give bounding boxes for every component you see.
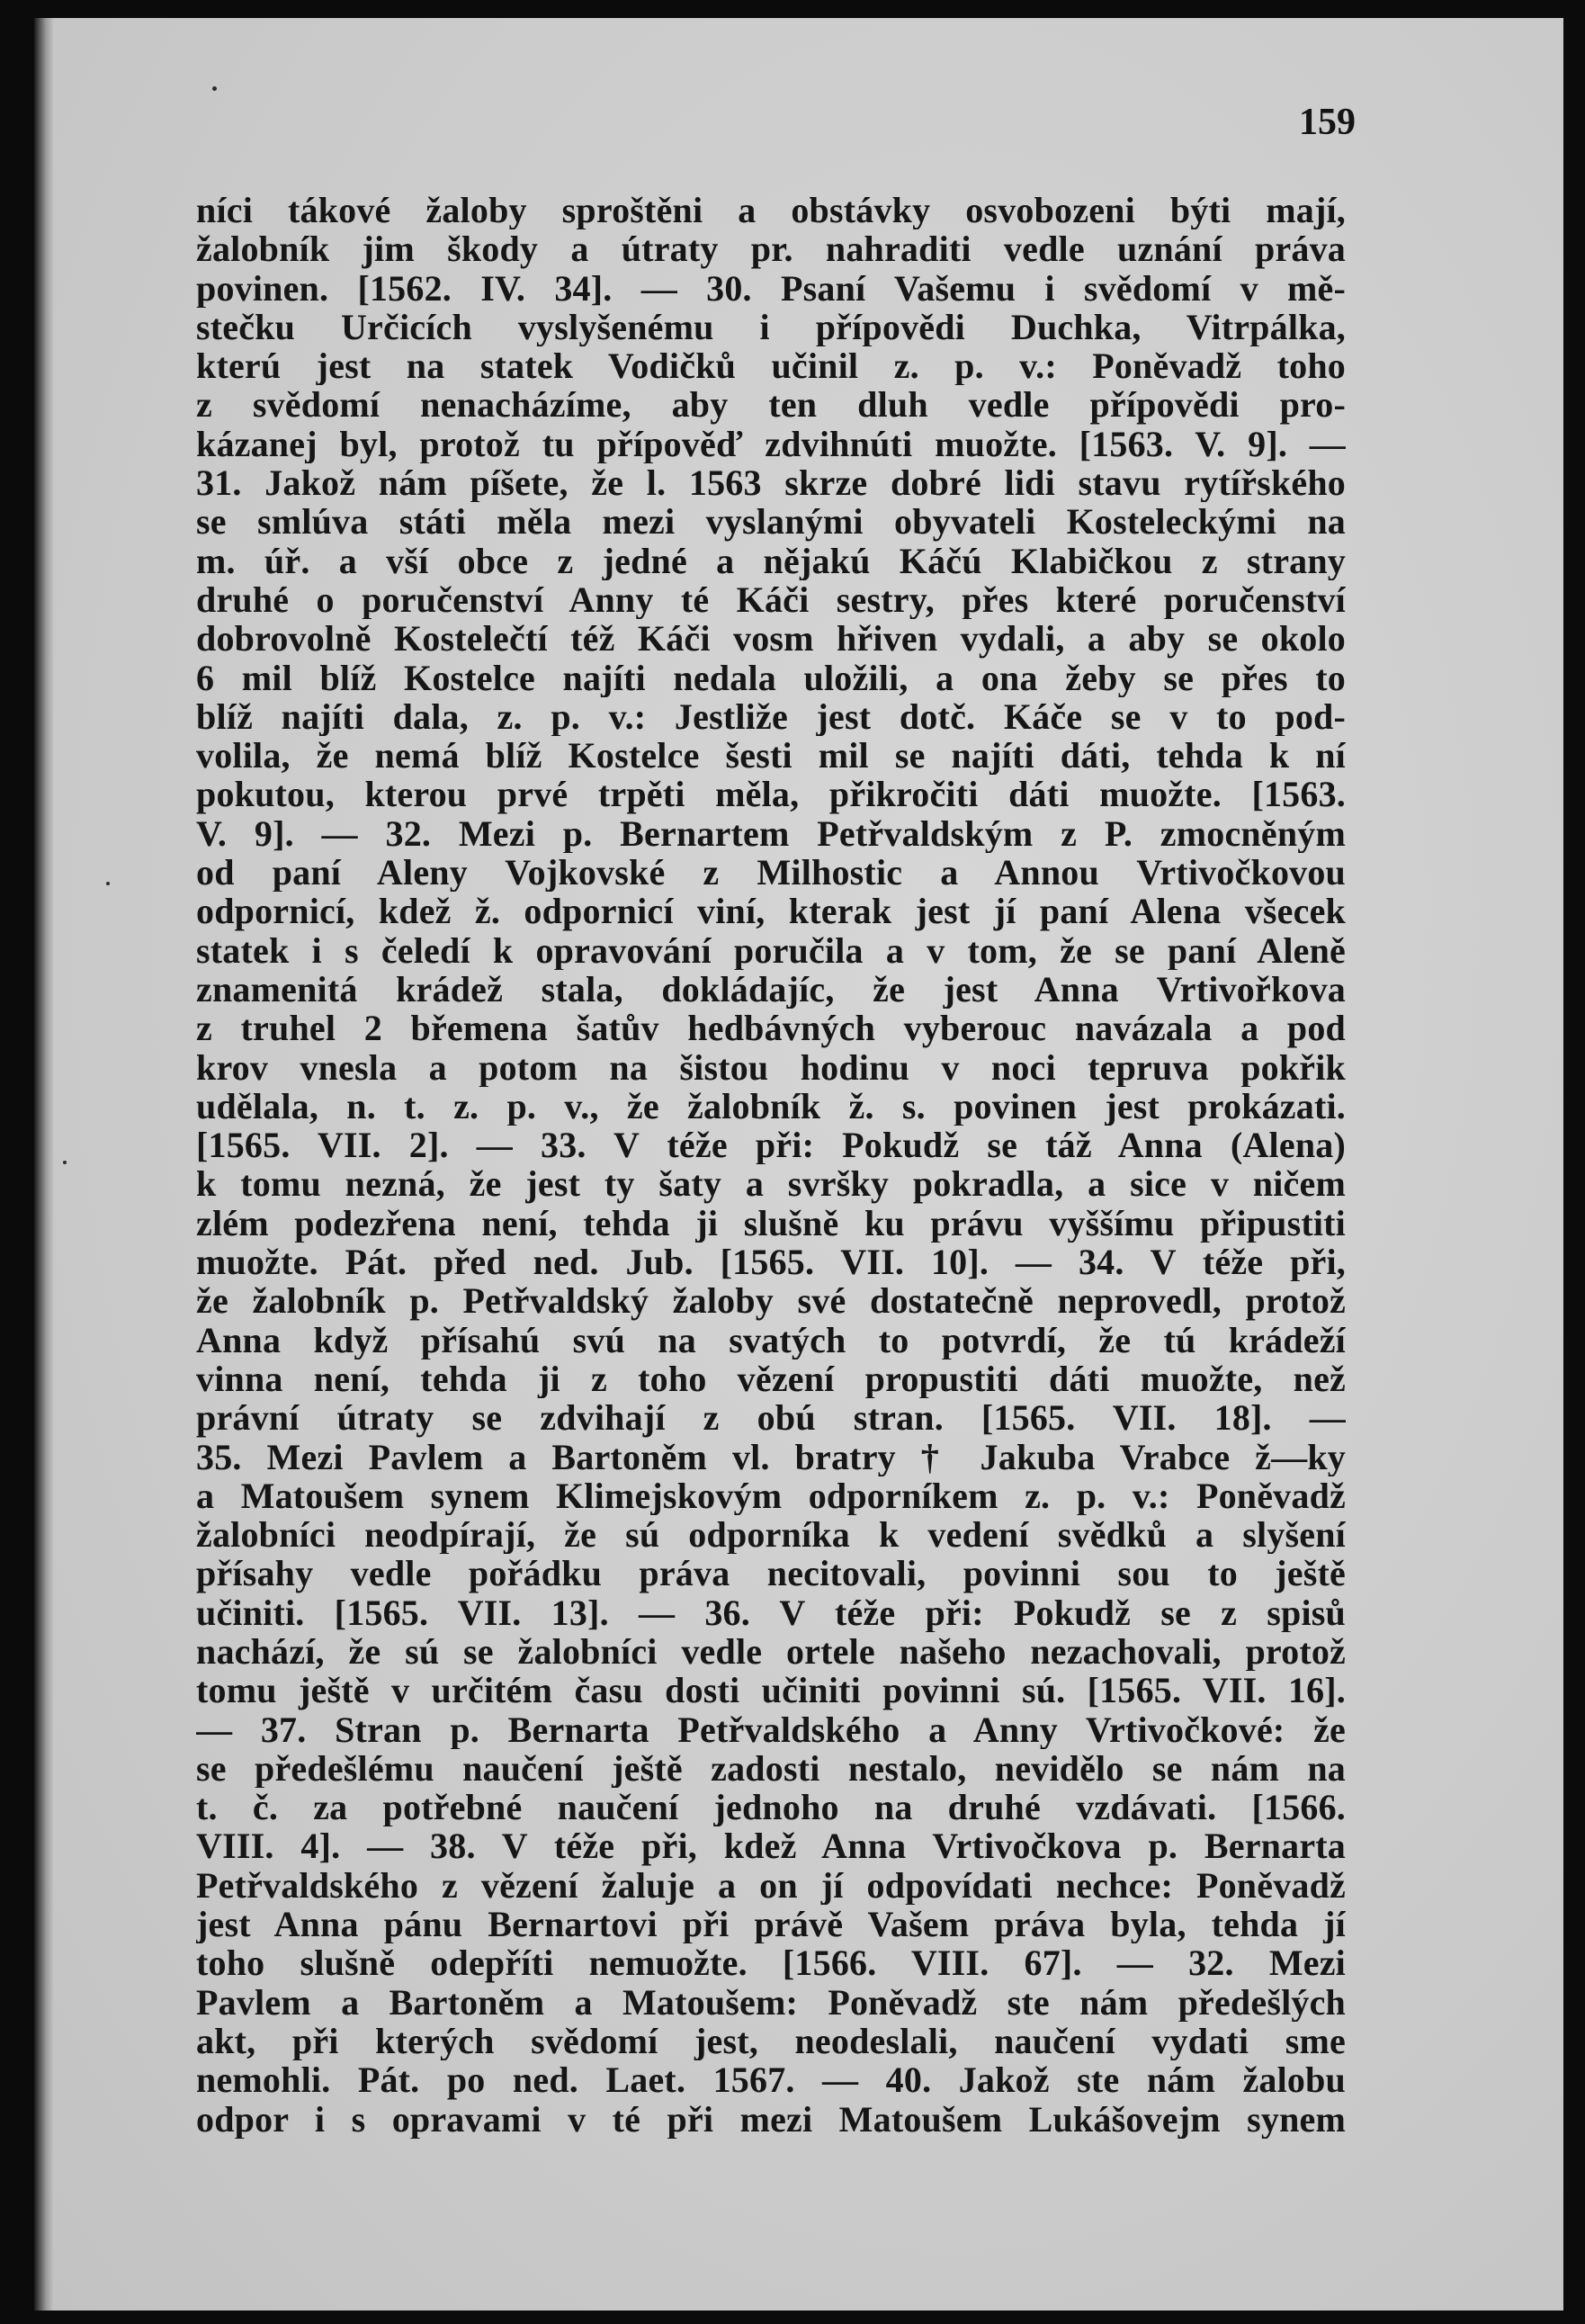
text-line: [1565. VII. 2]. — 33. V téže při: Pokudž se táž Anna (Alena) (196, 1126, 1346, 1165)
text-line: vinna není, tehda ji z toho vězení propustiti dáti muožte, než (196, 1359, 1346, 1399)
text-line: stečku Určicích vyslyšenému i přípovědi Duchka, Vitrpálka, (196, 307, 1346, 347)
text-line: se předešlému naučení ještě zadosti nestalo, nevidělo se nám na (196, 1748, 1346, 1789)
text-line: 35. Mezi Pavlem a Bartoněm vl. bratry † Jakuba Vrabce ž—ky (196, 1437, 1346, 1476)
text-line: nachází, že sú se žalobníci vedle ortele našeho nezachovali, protož (196, 1631, 1346, 1672)
text-line: toho slušně odepříti nemuožte. [1566. VIII. 67]. — 32. Mezi (196, 1943, 1346, 1983)
text-line: Petřvaldského z vězení žaluje a on jí odpovídati nechce: Poněvadž (196, 1865, 1346, 1906)
text-line: odpornicí, kdež ž. odpornicí viní, kterak jest jí paní Alena všecek (196, 892, 1346, 931)
text-line: muožte. Pát. před ned. Jub. [1565. VII. 10]. — 34. V téže při, (196, 1243, 1346, 1282)
text-line: 31. Jakož nám píšete, že l. 1563 skrze dobré lidi stavu rytířského (196, 463, 1346, 503)
text-line: přísahy vedle pořádku práva necitovali, povinni sou to ještě (196, 1554, 1346, 1593)
text-line: volila, že nemá blíž Kostelce šesti mil se najíti dáti, tehda k ní (196, 736, 1346, 776)
text-line: níci tákové žaloby sproštěni a obstávky osvobozeni býti mají, (196, 191, 1346, 230)
text-line: statek i s čeledí k opravování poručila a v tom, že se paní Aleně (196, 930, 1346, 970)
text-line: udělala, n. t. z. p. v., že žalobník ž. s. povinen jest prokázati. (196, 1086, 1346, 1126)
text-line: z svědomí nenacházíme, aby ten dluh vedle přípovědi pro- (196, 385, 1346, 425)
text-line: Pavlem a Bartoněm a Matoušem: Poněvadž ste nám předešlých (196, 1982, 1346, 2022)
scan-speck (63, 1161, 67, 1164)
text-line: t. č. za potřebné naučení jednoho na druhé vzdávati. [1566. (196, 1788, 1346, 1827)
text-line: jest Anna pánu Bernartovi při právě Vašem práva byla, tehda jí (196, 1905, 1346, 1944)
page-binding-edge (34, 18, 54, 2311)
scan-speck (106, 882, 110, 885)
text-line: učiniti. [1565. VII. 13]. — 36. V téže při: Pokudž se z spisů (196, 1593, 1346, 1632)
text-line: povinen. [1562. IV. 34]. — 30. Psaní Vašemu i svědomí v mě- (196, 268, 1346, 308)
text-line: dobrovolně Kostelečtí též Káči vosm hřiven vydali, a aby se okolo (196, 619, 1346, 659)
text-line: m. úř. a vší obce z jedné a nějakú Káčú Klabičkou z strany (196, 541, 1346, 580)
text-line: VIII. 4]. — 38. V téže při, kdež Anna Vrtivočkova p. Bernarta (196, 1826, 1346, 1866)
text-line: právní útraty se zdvihají z obú stran. [1565. VII. 18]. — (196, 1398, 1346, 1438)
text-line: nemohli. Pát. po ned. Laet. 1567. — 40. Jakož ste nám žalobu (196, 2060, 1346, 2100)
text-line: žalobníci neodpírají, že sú odporníka k vedení svědků a slyšení (196, 1515, 1346, 1555)
text-line: akt, při kterých svědomí jest, neodeslali, naučení vydati sme (196, 2021, 1346, 2061)
text-line: Anna když přísahú svú na svatých to potvrdí, že tú krádeží (196, 1320, 1346, 1359)
text-line: se smlúva státi měla mezi vyslanými obyvateli Kosteleckými na (196, 502, 1346, 542)
page-number: 159 (1299, 102, 1356, 143)
text-line: k tomu nezná, že jest ty šaty a svršky pokradla, a sice v ničem (196, 1164, 1346, 1204)
text-line: odpor i s opravami v té při mezi Matoušem Lukášovejm synem (196, 2099, 1346, 2139)
text-line: že žalobník p. Petřvaldský žaloby své dostatečně neprovedl, protož (196, 1281, 1346, 1321)
body-text (196, 191, 1346, 2139)
scan-speck (212, 86, 217, 91)
text-line: — 37. Stran p. Bernarta Petřvaldského a Anny Vrtivočkové: že (196, 1709, 1346, 1749)
text-line: krov vnesla a potom na šistou hodinu v noci tepruva pokřik (196, 1047, 1346, 1087)
text-line: od paní Aleny Vojkovské z Milhostic a Annou Vrtivočkovou (196, 853, 1346, 893)
text-line: druhé o poručenství Anny té Káči sestry, přes které poručenství (196, 579, 1346, 620)
text-line: tomu ještě v určitém času dosti učiniti povinni sú. [1565. VII. 16]. (196, 1671, 1346, 1710)
text-line: blíž najíti dala, z. p. v.: Jestliže jest dotč. Káče se v to pod- (196, 696, 1346, 737)
text-line: z truhel 2 břemena šatův hedbávných vyberouc navázala a pod (196, 1009, 1346, 1048)
text-line: a Matoušem synem Klimejskovým odporníkem z. p. v.: Poněvadž (196, 1476, 1346, 1516)
text-line: zlém podezřena není, tehda ji slušně ku právu vyššímu připustiti (196, 1203, 1346, 1243)
text-line: znamenitá krádež stala, dokládajíc, že jest Anna Vrtivořkova (196, 969, 1346, 1009)
text-line: pokutou, kterou prvé trpěti měla, přikročiti dáti muožte. [1563. (196, 775, 1346, 814)
text-line: žalobník jim škody a útraty pr. nahraditi vedle uznání práva (196, 229, 1346, 269)
text-line: 6 mil blíž Kostelce najíti nedala uložili, a ona žeby se přes to (196, 658, 1346, 697)
text-line: V. 9]. — 32. Mezi p. Bernartem Petřvaldským z P. zmocněným (196, 813, 1346, 854)
text-line: kázanej byl, protož tu přípověď zdvihnúti muožte. [1563. V. 9]. — (196, 424, 1346, 464)
text-line: kterú jest na statek Vodičků učinil z. p. v.: Poněvadž toho (196, 346, 1346, 386)
